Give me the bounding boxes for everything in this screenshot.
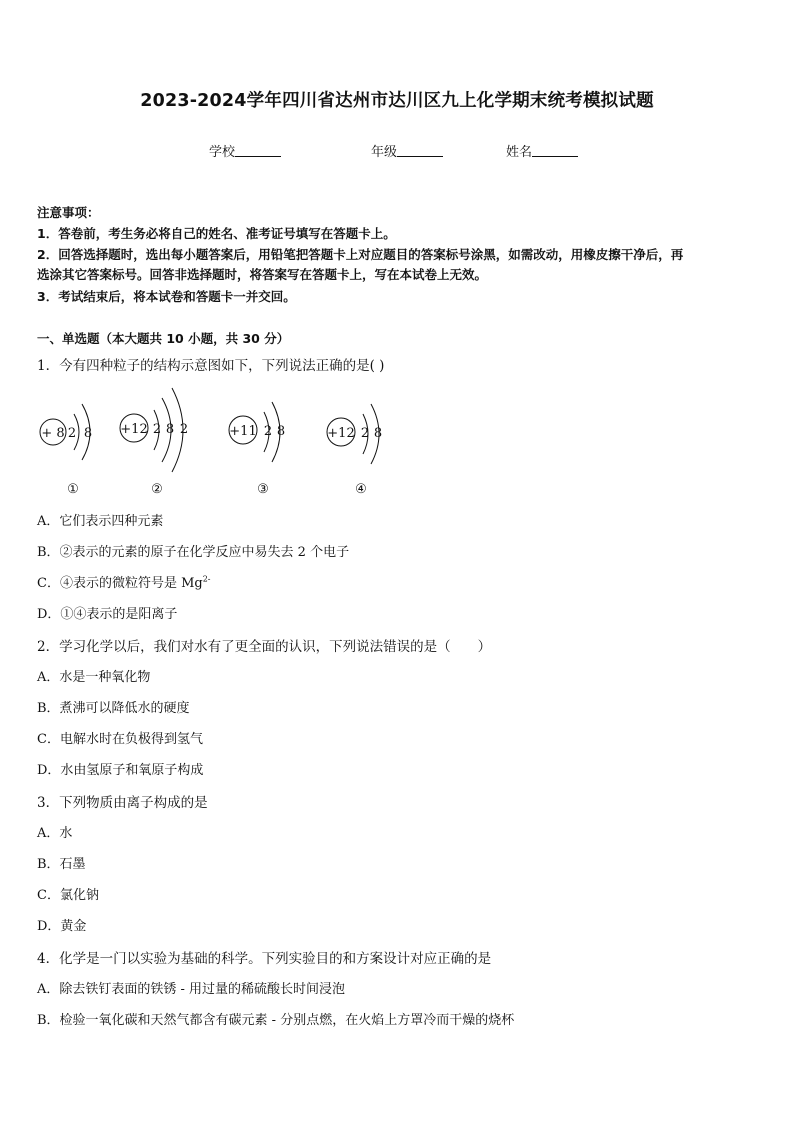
name-label: 姓名 bbox=[506, 145, 533, 160]
grade-blank[interactable] bbox=[397, 144, 443, 157]
grade-label: 年级 bbox=[371, 145, 398, 160]
shell-count: 2 bbox=[179, 422, 189, 437]
school-label: 学校 bbox=[209, 145, 236, 160]
question-1-stem: 1．今有四种粒子的结构示意图如下，下列说法正确的是( ) bbox=[37, 358, 385, 374]
option[interactable]: B．检验一氧化碳和天然气都含有碳元素 - 分别点燃，在火焰上方罩冷而干燥的烧杯 bbox=[37, 1013, 515, 1028]
nucleus-charge: +12 bbox=[327, 426, 355, 441]
option[interactable]: B．煮沸可以降低水的硬度 bbox=[37, 701, 190, 716]
question-3-stem: 3．下列物质由离子构成的是 bbox=[37, 795, 208, 811]
notice-item: 3．考试结束后，将本试卷和答题卡一并交回。 bbox=[37, 289, 296, 304]
name-blank[interactable] bbox=[532, 144, 578, 157]
notice-item: 选涂其它答案标号。回答非选择题时，将答案写在答题卡上，写在本试卷上无效。 bbox=[37, 267, 488, 282]
particle-label: ④ bbox=[355, 482, 367, 497]
notice-item: 1．答卷前，考生务必将自己的姓名、准考证号填写在答题卡上。 bbox=[37, 226, 396, 241]
option[interactable]: A．除去铁钉表面的铁锈 - 用过量的稀硫酸长时间浸泡 bbox=[37, 982, 346, 997]
shell-count: 2 bbox=[67, 426, 77, 441]
notice-heading: 注意事项： bbox=[37, 205, 100, 220]
nucleus-charge: + 8 bbox=[41, 426, 65, 441]
shell-count: 2 bbox=[360, 426, 370, 441]
option[interactable]: B．②表示的元素的原子在化学反应中易失去 2 个电子 bbox=[37, 545, 350, 560]
notice-item: 2．回答选择题时，选出每小题答案后，用铅笔把答题卡上对应题目的答案标号涂黑，如需改动，用橡皮擦干净后，再 bbox=[37, 247, 684, 262]
particle-label: ① bbox=[67, 482, 79, 497]
section-heading: 一、单选题（本大题共 10 小题，共 30 分） bbox=[37, 331, 290, 346]
option[interactable]: D．①④表示的是阳离子 bbox=[37, 607, 178, 622]
exam-title: 2023-2024学年四川省达州市达川区九上化学期末统考模拟试题 bbox=[140, 91, 654, 111]
option[interactable]: A．水 bbox=[37, 826, 73, 841]
name-field bbox=[506, 141, 578, 160]
particle-label: ③ bbox=[257, 482, 269, 497]
option[interactable]: B．石墨 bbox=[37, 857, 86, 872]
shell-count: 8 bbox=[276, 424, 286, 439]
shell-count: 8 bbox=[83, 426, 93, 441]
option[interactable]: D．黄金 bbox=[37, 919, 87, 934]
school-field bbox=[209, 141, 281, 160]
option[interactable]: A．水是一种氧化物 bbox=[37, 670, 151, 685]
shell-count: 2 bbox=[263, 424, 273, 439]
option-c-mg[interactable] bbox=[37, 572, 211, 591]
particle-structure-diagram bbox=[30, 384, 390, 504]
nucleus-charge: +11 bbox=[229, 424, 257, 439]
ion-charge-superscript: 2- bbox=[202, 574, 211, 584]
option[interactable]: C．氯化钠 bbox=[37, 888, 99, 903]
school-blank[interactable] bbox=[235, 144, 281, 157]
shell-count: 8 bbox=[373, 426, 383, 441]
option[interactable]: D．水由氢原子和氧原子构成 bbox=[37, 763, 204, 778]
grade-field bbox=[371, 141, 443, 160]
option-text: C．④表示的微粒符号是 Mg bbox=[37, 576, 203, 591]
nucleus-charge: +12 bbox=[120, 422, 148, 437]
question-2-stem: 2．学习化学以后，我们对水有了更全面的认识，下列说法错误的是（ ） bbox=[37, 639, 492, 655]
option[interactable]: A．它们表示四种元素 bbox=[37, 514, 164, 529]
particle-label: ② bbox=[151, 482, 163, 497]
shell-count: 8 bbox=[165, 422, 175, 437]
question-4-stem: 4．化学是一门以实验为基础的科学。下列实验目的和方案设计对应正确的是 bbox=[37, 951, 492, 967]
shell-count: 2 bbox=[152, 422, 162, 437]
option[interactable]: C．电解水时在负极得到氢气 bbox=[37, 732, 203, 747]
